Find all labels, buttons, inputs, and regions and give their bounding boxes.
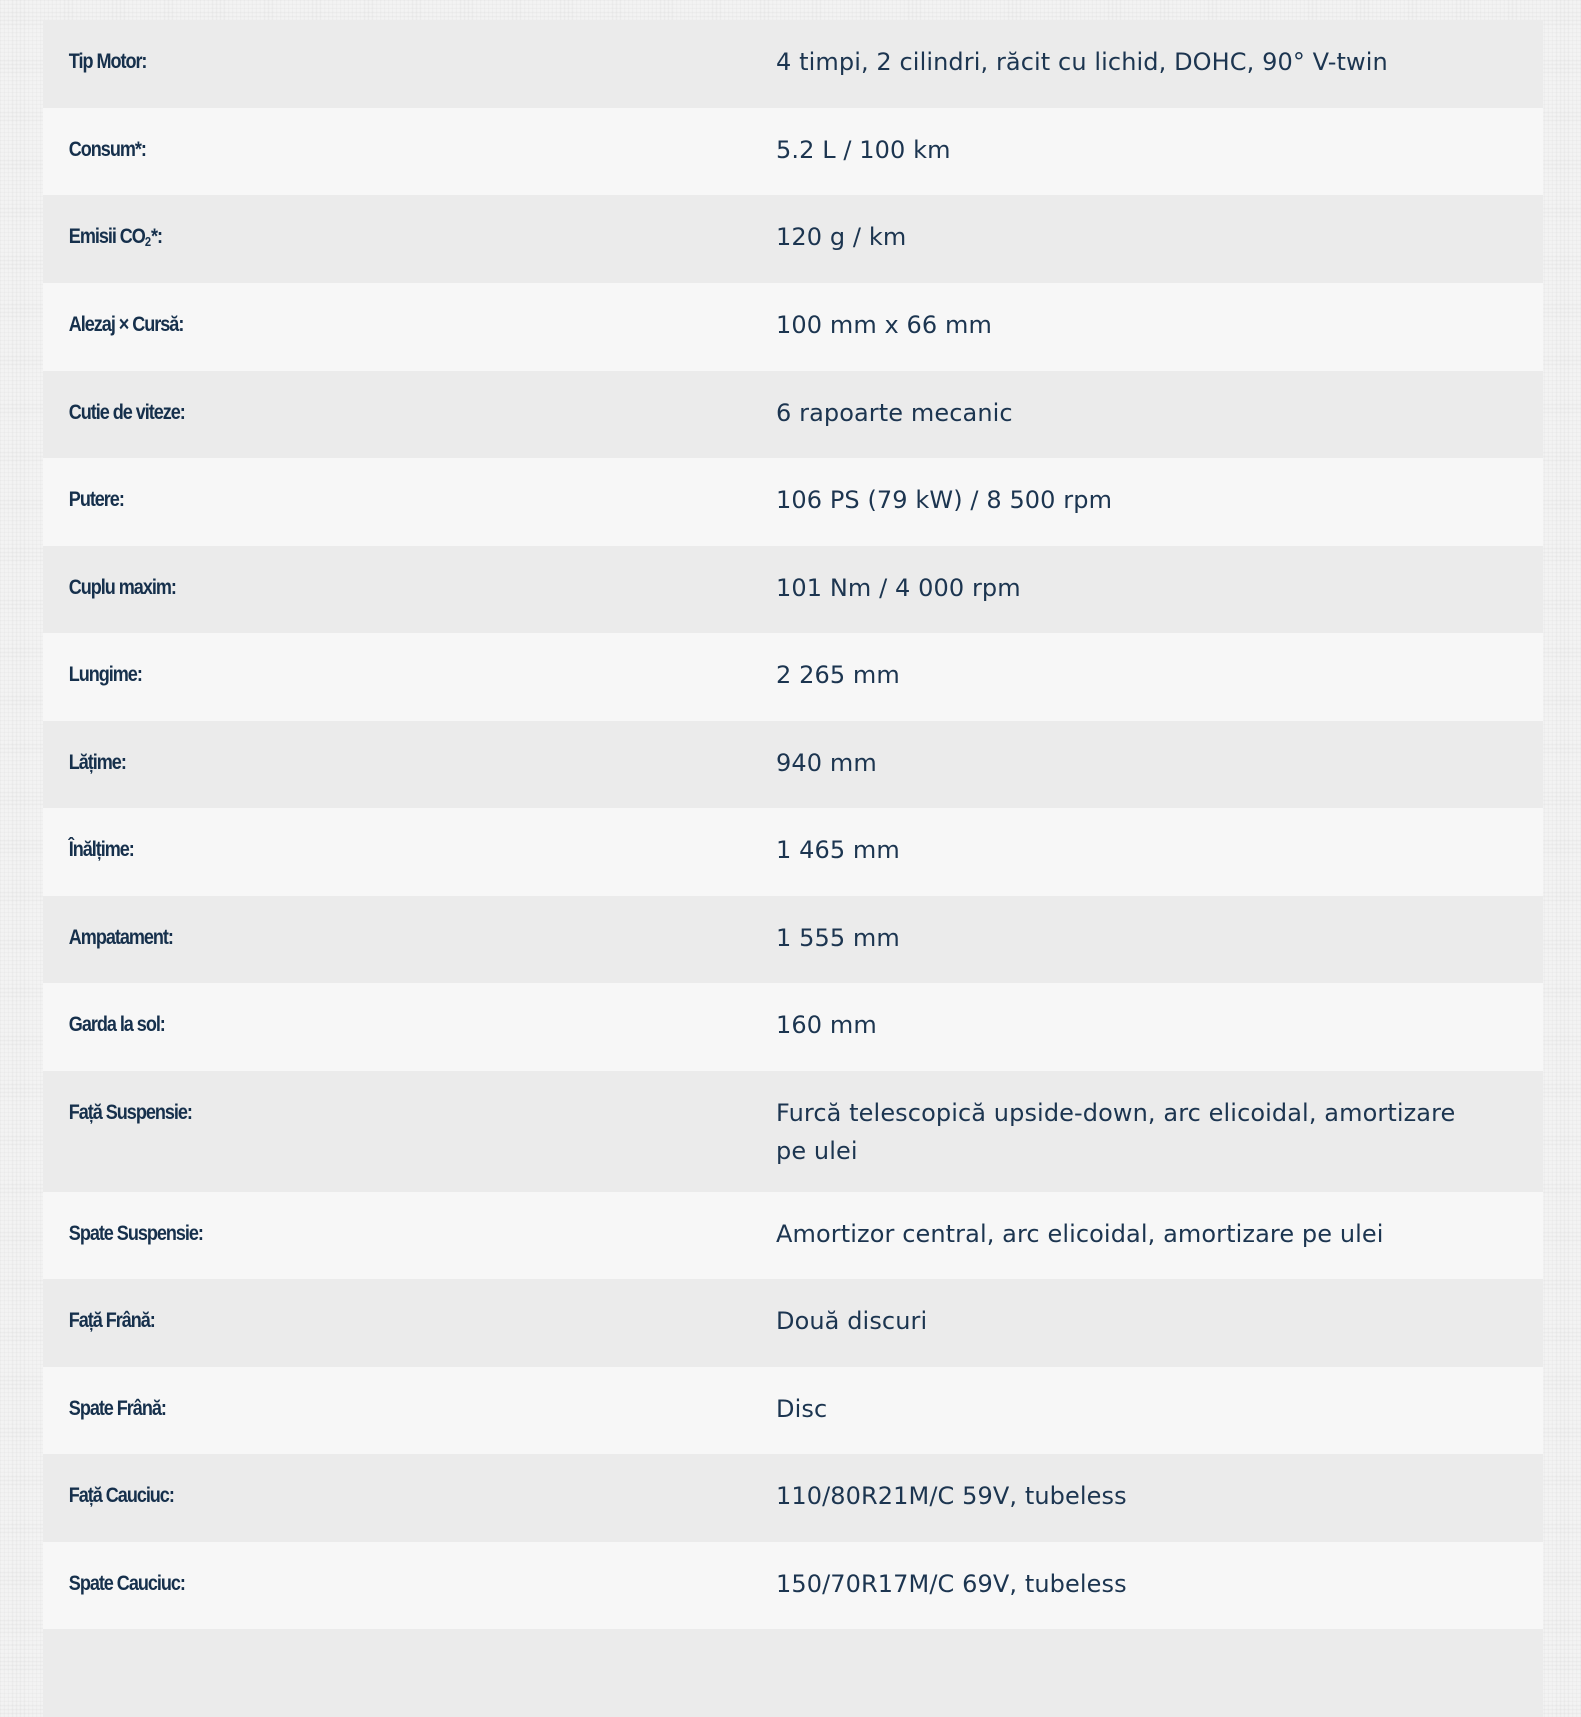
spec-value: 100 mm x 66 mm — [776, 311, 992, 339]
spec-value: 4 timpi, 2 cilindri, răcit cu lichid, DOHC, 90° V-twin — [776, 48, 1388, 76]
spec-label: Garda la sol: — [68, 1013, 165, 1036]
spec-row-front-tyre — [43, 1454, 1543, 1542]
spec-value: 940 mm — [776, 748, 877, 777]
spec-value: 150/70R17M/C 69V, tubeless — [776, 1569, 1127, 1598]
spec-label: Lățime: — [68, 750, 126, 774]
spec-table — [43, 20, 1543, 1717]
spec-value: 120 g / km — [776, 223, 907, 251]
spec-label: Față Frână: — [68, 1309, 155, 1332]
spec-row-max-torque — [43, 546, 1543, 634]
spec-row-gearbox — [43, 371, 1543, 459]
spec-row-wheelbase — [43, 896, 1543, 984]
spec-value: Amortizor central, arc elicoidal, amortizare pe ulei — [776, 1219, 1384, 1248]
spec-row-engine-type — [43, 20, 1543, 108]
spec-label: Față Cauciuc: — [68, 1484, 174, 1507]
spec-row-ground-clearance — [43, 983, 1543, 1071]
spec-label: Alezaj × Cursă: — [68, 313, 184, 336]
spec-row-bore-stroke — [43, 283, 1543, 371]
spec-row-front-brake — [43, 1279, 1543, 1367]
spec-row-rear-suspension — [43, 1192, 1543, 1280]
spec-row-consumption — [43, 108, 1543, 196]
spec-value: 6 rapoarte mecanic — [776, 398, 1013, 427]
spec-label: Înălțime: — [68, 838, 134, 861]
spec-value: Disc — [776, 1394, 828, 1423]
spec-label: Cuplu maxim: — [68, 575, 176, 599]
spec-label: Cutie de viteze: — [68, 400, 185, 424]
spec-value: Furcă telescopică upside-down, arc elicoidal, amortizare pe ulei — [776, 1098, 1456, 1165]
spec-label: Spate Frână: — [68, 1396, 166, 1420]
spec-value: 5.2 L / 100 km — [776, 135, 951, 164]
spec-row-rear-tyre — [43, 1542, 1543, 1630]
spec-row-partial — [43, 1629, 1543, 1717]
spec-label: Față Suspensie: — [68, 1100, 192, 1124]
spec-label: Lungime: — [68, 663, 142, 686]
spec-value: 2 265 mm — [776, 661, 900, 689]
spec-value: 1 555 mm — [776, 923, 900, 952]
spec-value: 110/80R21M/C 59V, tubeless — [776, 1482, 1127, 1510]
spec-label: Spate Suspensie: — [68, 1221, 203, 1245]
spec-label-subscript: 2 — [144, 234, 152, 249]
spec-label: Spate Cauciuc: — [68, 1571, 185, 1595]
spec-value: 1 465 mm — [776, 836, 900, 864]
spec-row-length — [43, 633, 1543, 721]
spec-label: Tip Motor: — [68, 50, 147, 73]
spec-label: Ampatament: — [68, 925, 173, 949]
spec-label: Consum*: — [68, 137, 146, 161]
spec-value: Două discuri — [776, 1307, 928, 1335]
spec-value: 106 PS (79 kW) / 8 500 rpm — [776, 486, 1113, 514]
spec-label — [43, 218, 673, 261]
spec-value: 160 mm — [776, 1011, 877, 1039]
spec-row-power — [43, 458, 1543, 546]
spec-label-text: Emisii CO — [68, 225, 145, 248]
spec-label: Putere: — [68, 488, 124, 511]
spec-value: 101 Nm / 4 000 rpm — [776, 573, 1021, 602]
spec-row-height — [43, 808, 1543, 896]
spec-row-front-suspension — [43, 1071, 1543, 1192]
spec-row-width — [43, 721, 1543, 809]
spec-row-co2-emissions — [43, 195, 1543, 283]
spec-label-suffix: *: — [151, 225, 163, 248]
spec-row-rear-brake — [43, 1367, 1543, 1455]
